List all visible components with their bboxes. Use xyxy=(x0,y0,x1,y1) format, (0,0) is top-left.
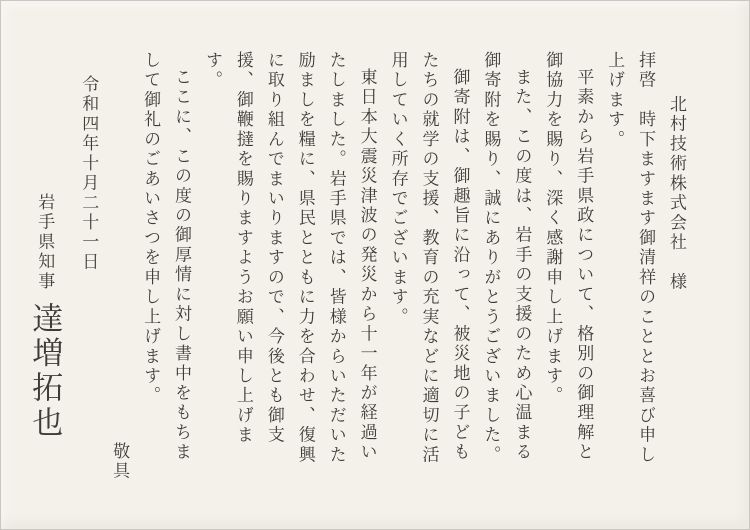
sender-title: 岩手県知事 xyxy=(35,193,55,292)
date-line: 令和四年十月二十一日 xyxy=(79,75,99,273)
body-paragraph-1: 平素から岩手県政について、格別の御理解と御協力を賜り、深く感謝申し上げます。 xyxy=(543,51,594,463)
sender-name-signature: 達増拓也 xyxy=(27,302,63,442)
signature-line xyxy=(16,51,72,481)
body-paragraph-5: ここに、この度の御厚情に対し書中をもちまして御礼のごあいさつを申し上げます。 xyxy=(141,51,191,463)
letter-body xyxy=(1,1,749,529)
body-paragraph-2: また、この度は、岩手の支援のため心温まる御寄附を賜り、誠にありがとうございました。 xyxy=(481,51,532,466)
recipient-line: 北村技術株式会社 様 xyxy=(667,95,686,293)
body-paragraph-4: 東日本大震災津波の発災から十一年が経過いたしました。岩手県では、皆様からいただいた励ましを糧に、県民とともに力を合わせ、復興に取り組んでまいりますので、今後とも御支援、御鞭撻を賜りますようお願い申し上げます。 xyxy=(202,51,377,466)
opening-greeting: 拝啓 時下ますます御清祥のこととお喜び申し上げます。 xyxy=(605,51,656,466)
closing-keigu: 敬具 xyxy=(110,441,130,481)
body-paragraph-3: 御寄附は、御趣旨に沿って、被災地の子どもたちの就学の支援、教育の充実などに適切に活用していく所存でございます。 xyxy=(388,51,470,466)
